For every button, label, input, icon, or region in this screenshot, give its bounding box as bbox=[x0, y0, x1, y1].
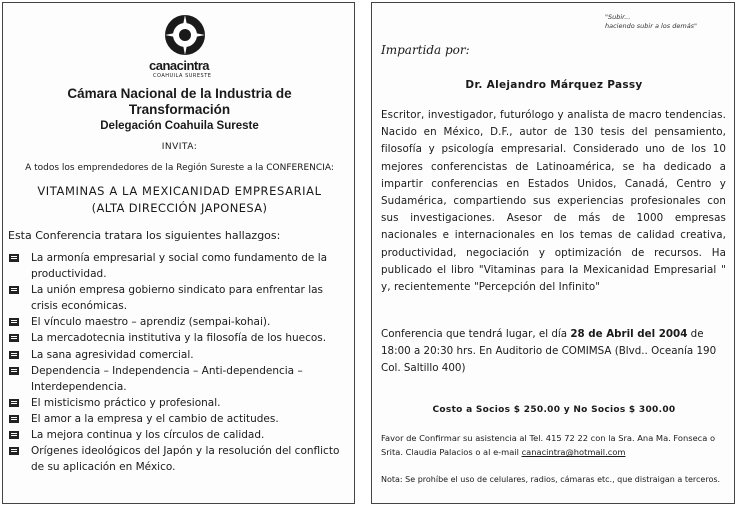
logo-wordmark: canacintra bbox=[149, 58, 210, 73]
topic-text: El amor a la empresa y el cambio de actitudes. bbox=[31, 412, 279, 425]
topic-text: La sana agresividad comercial. bbox=[31, 348, 194, 361]
book-bullet-icon bbox=[9, 334, 19, 342]
motto-line2: haciendo subir a los demás" bbox=[605, 22, 698, 30]
page-gutter bbox=[356, 0, 370, 508]
event-date: 28 de Abril del 2004 bbox=[570, 328, 688, 340]
right-flyer-panel bbox=[371, 2, 735, 504]
book-bullet-icon bbox=[9, 286, 19, 294]
invitation-intro: A todos los emprendedores de la Región Sureste a la CONFERENCIA: bbox=[25, 163, 334, 173]
logo-subtitle: COAHUILA SURESTE bbox=[153, 73, 212, 79]
book-bullet-icon bbox=[9, 431, 19, 439]
book-bullet-icon bbox=[9, 254, 19, 262]
topic-text: Orígenes ideológicos del Japón y la resolución del conflicto de su aplicación en México. bbox=[31, 445, 340, 474]
motto-line1: "Subir... bbox=[605, 13, 631, 21]
conference-title: VITAMINAS A LA MEXICANIDAD EMPRESARIAL bbox=[37, 184, 322, 198]
conference-subtitle: (ALTA DIRECCIÓN JAPONESA) bbox=[91, 201, 268, 215]
book-bullet-icon bbox=[9, 318, 19, 326]
speaker-bio: Escritor, investigador, futurólogo y analista de macro tendencias. Nacido en México, D.F., autor de 130 tesis del pensamiento, filosofía y psicología empresarial. Considerado uno de los 10 mejores conferencistas de Latinoamérica, se ha dedicado a impartir conferencias en Estados Unidos, Canadá, Centro y Sudamérica, compartiendo sus experiencias profesionales con sus investigaciones. Asesor de más de 1000 empresas nacionales e internacionales en los temas de calidad creativa, productividad, negociación y optimización de recursos. Ha publicado el libro "Vitaminas para la Mexicanidad Empresarial " y, recientemente "Percepción del Infinito" bbox=[381, 109, 726, 294]
rsvp-info bbox=[381, 431, 726, 459]
email-link[interactable]: canacintra@hotmail.com bbox=[521, 447, 626, 457]
list-item bbox=[9, 330, 351, 346]
topics-list bbox=[9, 250, 351, 475]
list-item bbox=[9, 443, 351, 475]
topics-lead: Esta Conferencia tratara los siguientes hallazgos: bbox=[8, 229, 281, 242]
venue-details: de 18:00 a 20:30 hrs. En Auditorio de COMIMSA (Blvd.. Oceanía 190 Col. Saltillo 400) bbox=[381, 328, 717, 375]
topic-text: La armonía empresarial y social como fundamento de la productividad. bbox=[31, 252, 328, 281]
chamber-title-line1: Cámara Nacional de la Industria de bbox=[67, 86, 292, 101]
book-bullet-icon bbox=[9, 399, 19, 407]
list-item bbox=[9, 314, 351, 330]
invita-label: INVITA: bbox=[161, 142, 198, 152]
topic-text: La mercadotecnia institutiva y la filosofía de los huecos. bbox=[31, 332, 327, 345]
venue-info bbox=[381, 326, 726, 378]
speaker-name: Dr. Alejandro Márquez Passy bbox=[465, 79, 643, 91]
topic-text: La mejora continua y los círculos de calidad. bbox=[31, 429, 265, 442]
book-bullet-icon bbox=[9, 367, 19, 375]
ticket-costs: Costo a Socios $ 250.00 y No Socios $ 300.00 bbox=[432, 405, 676, 415]
list-item bbox=[9, 282, 351, 314]
list-item bbox=[9, 411, 351, 427]
topic-text: El vínculo maestro – aprendiz (sempai-kohai). bbox=[31, 316, 271, 329]
list-item bbox=[9, 363, 351, 395]
rsvp-text: Favor de Confirmar su asistencia al Tel. 415 72 22 con la Sra. Ana Ma. Fonseca o Srita. Claudia Palacios o al e-mail bbox=[381, 433, 716, 457]
list-item bbox=[9, 427, 351, 443]
book-bullet-icon bbox=[9, 351, 19, 359]
list-item bbox=[9, 395, 351, 411]
left-flyer-panel bbox=[2, 2, 355, 504]
imparted-by-label: Impartida por: bbox=[381, 43, 470, 57]
phone-note: Nota: Se prohíbe el uso de celulares, radios, cámaras etc., que distraigan a terceros. bbox=[381, 475, 721, 484]
list-item bbox=[9, 347, 351, 363]
topic-text: El misticismo práctico y profesional. bbox=[31, 396, 221, 409]
topic-text: La unión empresa gobierno sindicato para enfrentar las crisis económicas. bbox=[31, 284, 324, 313]
delegation-name: Delegación Coahuila Sureste bbox=[100, 120, 259, 132]
list-item bbox=[9, 250, 351, 282]
chamber-title-line2: Transformación bbox=[128, 102, 231, 117]
book-bullet-icon bbox=[9, 415, 19, 423]
motto-quote bbox=[605, 13, 697, 31]
topic-text: Dependencia – Independencia – Anti-dependencia – Interdependencia. bbox=[31, 364, 303, 393]
book-bullet-icon bbox=[9, 447, 19, 455]
venue-prefix: Conferencia que tendrá lugar, el día bbox=[381, 328, 571, 340]
